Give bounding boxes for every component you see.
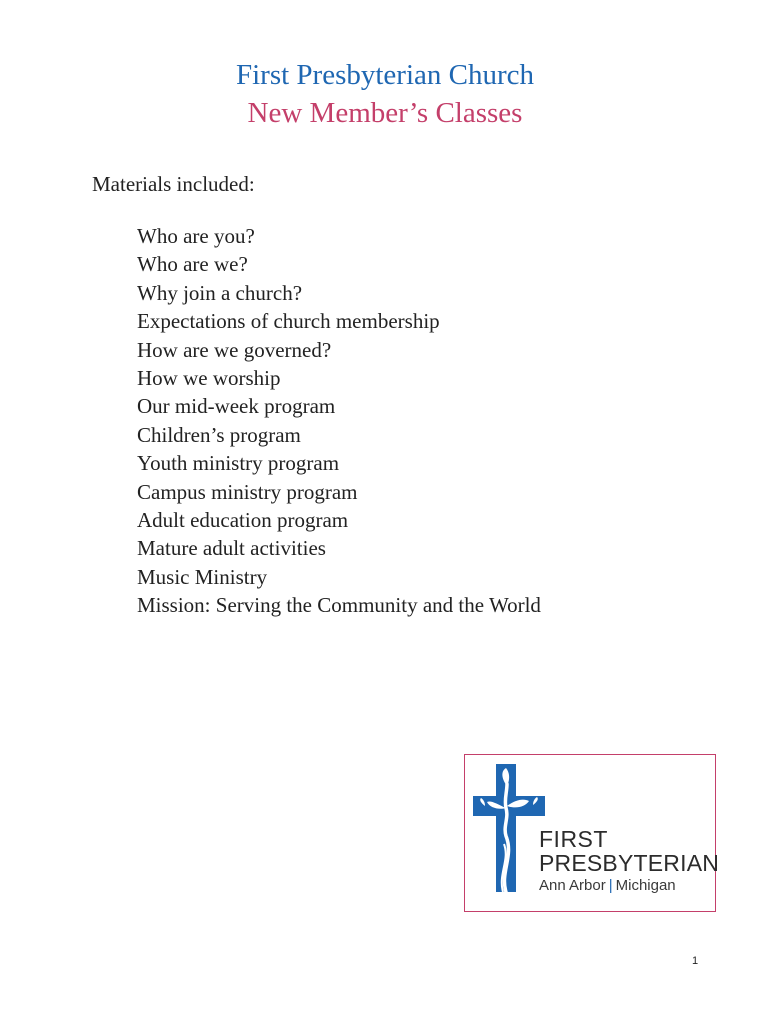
logo-separator: | xyxy=(608,877,613,894)
document-title: First Presbyterian Church xyxy=(235,59,534,91)
logo-line-presbyterian: PRESBYTERIAN xyxy=(539,850,720,876)
list-item: Mission: Serving the Community and the World xyxy=(137,593,541,618)
list-item: Who are we? xyxy=(137,252,248,277)
list-item: Music Ministry xyxy=(137,564,268,589)
list-item: Expectations of church membership xyxy=(137,309,440,334)
list-item: How are we governed? xyxy=(137,337,332,362)
materials-intro: Materials included: xyxy=(92,172,255,196)
logo-state: Michigan xyxy=(615,877,676,894)
logo-city: Ann Arbor xyxy=(539,877,606,894)
list-item: Adult education program xyxy=(137,508,349,533)
list-item: Campus ministry program xyxy=(137,479,358,504)
list-item: Youth ministry program xyxy=(137,451,340,476)
list-item: Mature adult activities xyxy=(137,536,326,561)
logo-location xyxy=(539,876,719,896)
list-item: Our mid-week program xyxy=(137,394,336,419)
list-item: Who are you? xyxy=(137,224,255,248)
cross-with-leaves-icon xyxy=(473,764,545,892)
page-number: 1 xyxy=(692,955,699,967)
church-logo xyxy=(464,754,720,912)
list-item: Why join a church? xyxy=(137,280,303,305)
materials-list xyxy=(137,222,541,620)
logo-line-first: FIRST xyxy=(539,826,608,852)
document-subtitle: New Member’s Classes xyxy=(247,97,523,129)
list-item: Children’s program xyxy=(137,422,301,447)
logo-wordmark xyxy=(539,827,719,896)
list-item: How we worship xyxy=(137,366,281,391)
